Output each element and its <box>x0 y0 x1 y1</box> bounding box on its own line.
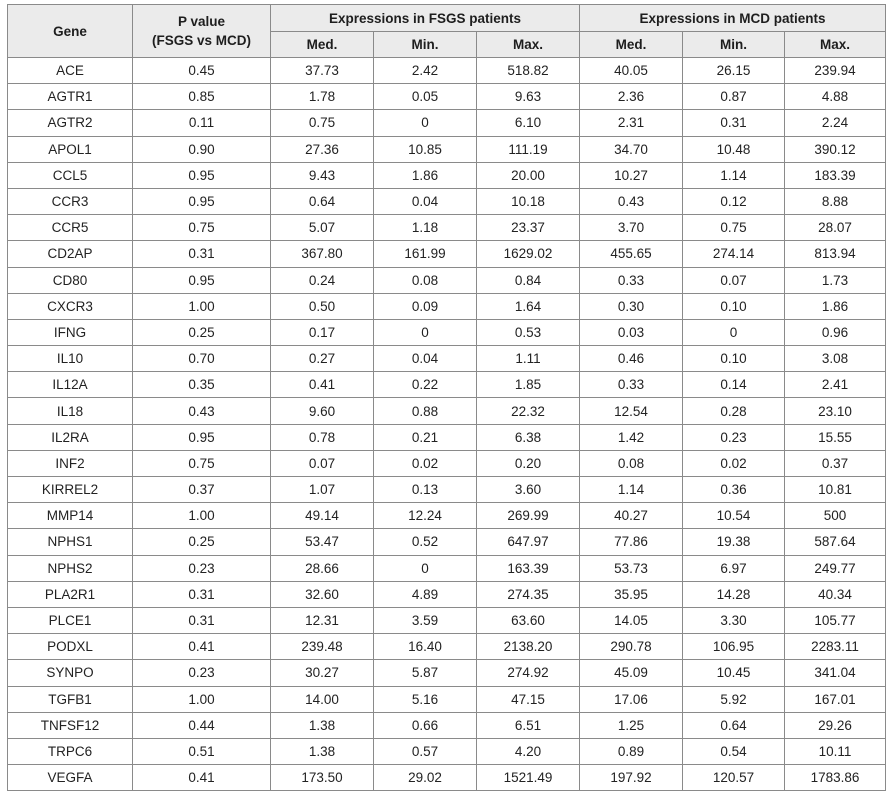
cell-mcd-max: 813.94 <box>785 241 886 267</box>
cell-fsgs-min: 1.86 <box>374 162 477 188</box>
cell-mcd-med: 455.65 <box>580 241 683 267</box>
cell-mcd-min: 14.28 <box>683 581 785 607</box>
cell-mcd-max: 3.08 <box>785 346 886 372</box>
cell-gene: CCR3 <box>8 188 133 214</box>
cell-gene: NPHS1 <box>8 529 133 555</box>
table-header <box>8 5 886 58</box>
table-row <box>8 581 886 607</box>
cell-fsgs-med: 5.07 <box>271 215 374 241</box>
cell-fsgs-med: 12.31 <box>271 607 374 633</box>
cell-fsgs-max: 111.19 <box>477 136 580 162</box>
cell-pvalue: 0.43 <box>133 398 271 424</box>
cell-gene: IL10 <box>8 346 133 372</box>
table-row <box>8 84 886 110</box>
cell-fsgs-min: 0.05 <box>374 84 477 110</box>
table-row <box>8 686 886 712</box>
cell-mcd-max: 10.81 <box>785 477 886 503</box>
table-row <box>8 372 886 398</box>
cell-pvalue: 1.00 <box>133 686 271 712</box>
cell-mcd-max: 341.04 <box>785 660 886 686</box>
cell-fsgs-med: 53.47 <box>271 529 374 555</box>
header-pvalue-line1: P value <box>177 14 226 29</box>
cell-fsgs-max: 1.11 <box>477 346 580 372</box>
cell-fsgs-max: 0.20 <box>477 450 580 476</box>
table-row <box>8 215 886 241</box>
cell-gene: NPHS2 <box>8 555 133 581</box>
cell-mcd-max: 23.10 <box>785 398 886 424</box>
cell-mcd-max: 2283.11 <box>785 634 886 660</box>
cell-mcd-max: 1.86 <box>785 293 886 319</box>
header-fsgs-group: Expressions in FSGS patients <box>271 5 580 32</box>
cell-gene: MMP14 <box>8 503 133 529</box>
cell-gene: IL18 <box>8 398 133 424</box>
cell-mcd-max: 2.24 <box>785 110 886 136</box>
cell-mcd-max: 587.64 <box>785 529 886 555</box>
cell-gene: CXCR3 <box>8 293 133 319</box>
cell-mcd-med: 1.25 <box>580 712 683 738</box>
cell-mcd-med: 0.33 <box>580 267 683 293</box>
cell-fsgs-med: 32.60 <box>271 581 374 607</box>
cell-fsgs-min: 0 <box>374 555 477 581</box>
cell-mcd-med: 12.54 <box>580 398 683 424</box>
cell-fsgs-med: 239.48 <box>271 634 374 660</box>
cell-fsgs-med: 0.24 <box>271 267 374 293</box>
cell-mcd-min: 0.36 <box>683 477 785 503</box>
cell-mcd-med: 17.06 <box>580 686 683 712</box>
table-row <box>8 529 886 555</box>
cell-mcd-med: 1.42 <box>580 424 683 450</box>
cell-fsgs-min: 0.09 <box>374 293 477 319</box>
cell-mcd-min: 0.23 <box>683 424 785 450</box>
cell-mcd-min: 0.10 <box>683 293 785 319</box>
cell-mcd-med: 290.78 <box>580 634 683 660</box>
cell-fsgs-med: 1.38 <box>271 738 374 764</box>
cell-fsgs-max: 0.84 <box>477 267 580 293</box>
cell-fsgs-min: 0.66 <box>374 712 477 738</box>
cell-fsgs-max: 518.82 <box>477 58 580 84</box>
cell-mcd-med: 34.70 <box>580 136 683 162</box>
cell-mcd-med: 2.36 <box>580 84 683 110</box>
cell-mcd-max: 8.88 <box>785 188 886 214</box>
cell-gene: SYNPO <box>8 660 133 686</box>
cell-gene: CCR5 <box>8 215 133 241</box>
cell-pvalue: 0.25 <box>133 529 271 555</box>
header-fsgs-med: Med. <box>271 32 374 58</box>
cell-mcd-med: 45.09 <box>580 660 683 686</box>
cell-mcd-med: 0.46 <box>580 346 683 372</box>
cell-fsgs-max: 1.64 <box>477 293 580 319</box>
cell-mcd-min: 120.57 <box>683 765 785 791</box>
header-fsgs-max: Max. <box>477 32 580 58</box>
cell-fsgs-min: 0.02 <box>374 450 477 476</box>
cell-fsgs-med: 27.36 <box>271 136 374 162</box>
cell-pvalue: 0.95 <box>133 188 271 214</box>
cell-mcd-med: 77.86 <box>580 529 683 555</box>
cell-gene: INF2 <box>8 450 133 476</box>
cell-pvalue: 0.95 <box>133 162 271 188</box>
cell-gene: PODXL <box>8 634 133 660</box>
table-row <box>8 634 886 660</box>
cell-mcd-med: 40.27 <box>580 503 683 529</box>
cell-pvalue: 0.75 <box>133 450 271 476</box>
cell-gene: KIRREL2 <box>8 477 133 503</box>
cell-fsgs-med: 0.41 <box>271 372 374 398</box>
cell-fsgs-med: 0.78 <box>271 424 374 450</box>
cell-mcd-min: 0.87 <box>683 84 785 110</box>
cell-mcd-min: 0.75 <box>683 215 785 241</box>
cell-fsgs-med: 14.00 <box>271 686 374 712</box>
cell-gene: AGTR1 <box>8 84 133 110</box>
cell-fsgs-min: 4.89 <box>374 581 477 607</box>
cell-fsgs-min: 0.88 <box>374 398 477 424</box>
cell-pvalue: 0.25 <box>133 319 271 345</box>
cell-mcd-min: 0.14 <box>683 372 785 398</box>
table-row <box>8 293 886 319</box>
cell-fsgs-min: 0.13 <box>374 477 477 503</box>
header-gene: Gene <box>8 5 133 58</box>
table-row <box>8 136 886 162</box>
cell-fsgs-max: 6.51 <box>477 712 580 738</box>
header-mcd-max: Max. <box>785 32 886 58</box>
cell-fsgs-min: 5.16 <box>374 686 477 712</box>
cell-fsgs-min: 10.85 <box>374 136 477 162</box>
cell-fsgs-med: 28.66 <box>271 555 374 581</box>
cell-mcd-min: 0.12 <box>683 188 785 214</box>
cell-mcd-min: 3.30 <box>683 607 785 633</box>
cell-mcd-max: 40.34 <box>785 581 886 607</box>
table-row <box>8 58 886 84</box>
cell-fsgs-max: 63.60 <box>477 607 580 633</box>
cell-pvalue: 0.23 <box>133 555 271 581</box>
cell-mcd-max: 29.26 <box>785 712 886 738</box>
cell-pvalue: 0.31 <box>133 581 271 607</box>
cell-gene: TNFSF12 <box>8 712 133 738</box>
header-row-groups <box>8 5 886 32</box>
table-container <box>7 4 885 791</box>
cell-fsgs-med: 1.78 <box>271 84 374 110</box>
cell-fsgs-min: 29.02 <box>374 765 477 791</box>
cell-fsgs-min: 0.04 <box>374 346 477 372</box>
cell-mcd-max: 1783.86 <box>785 765 886 791</box>
cell-gene: AGTR2 <box>8 110 133 136</box>
cell-fsgs-med: 367.80 <box>271 241 374 267</box>
cell-fsgs-med: 9.43 <box>271 162 374 188</box>
cell-mcd-med: 0.08 <box>580 450 683 476</box>
table-row <box>8 267 886 293</box>
cell-fsgs-max: 9.63 <box>477 84 580 110</box>
cell-mcd-min: 5.92 <box>683 686 785 712</box>
cell-fsgs-min: 3.59 <box>374 607 477 633</box>
cell-pvalue: 0.75 <box>133 215 271 241</box>
cell-gene: ACE <box>8 58 133 84</box>
table-row <box>8 660 886 686</box>
cell-fsgs-med: 0.64 <box>271 188 374 214</box>
cell-mcd-med: 40.05 <box>580 58 683 84</box>
cell-fsgs-max: 6.38 <box>477 424 580 450</box>
cell-mcd-min: 0.10 <box>683 346 785 372</box>
cell-fsgs-min: 0 <box>374 110 477 136</box>
cell-pvalue: 0.95 <box>133 424 271 450</box>
cell-fsgs-max: 1.85 <box>477 372 580 398</box>
cell-fsgs-min: 0.22 <box>374 372 477 398</box>
table-row <box>8 555 886 581</box>
cell-fsgs-max: 274.92 <box>477 660 580 686</box>
cell-gene: PLCE1 <box>8 607 133 633</box>
cell-fsgs-med: 173.50 <box>271 765 374 791</box>
cell-mcd-min: 6.97 <box>683 555 785 581</box>
cell-pvalue: 0.31 <box>133 607 271 633</box>
cell-gene: IL12A <box>8 372 133 398</box>
cell-fsgs-min: 0 <box>374 319 477 345</box>
table-row <box>8 188 886 214</box>
table-row <box>8 503 886 529</box>
cell-mcd-med: 1.14 <box>580 477 683 503</box>
cell-mcd-min: 0.28 <box>683 398 785 424</box>
cell-mcd-med: 0.30 <box>580 293 683 319</box>
cell-pvalue: 0.35 <box>133 372 271 398</box>
cell-fsgs-med: 49.14 <box>271 503 374 529</box>
cell-pvalue: 0.95 <box>133 267 271 293</box>
cell-fsgs-max: 163.39 <box>477 555 580 581</box>
cell-fsgs-max: 3.60 <box>477 477 580 503</box>
cell-pvalue: 1.00 <box>133 293 271 319</box>
cell-mcd-max: 28.07 <box>785 215 886 241</box>
cell-mcd-med: 10.27 <box>580 162 683 188</box>
cell-mcd-min: 106.95 <box>683 634 785 660</box>
table-row <box>8 765 886 791</box>
cell-fsgs-med: 9.60 <box>271 398 374 424</box>
cell-mcd-min: 0.31 <box>683 110 785 136</box>
cell-mcd-med: 2.31 <box>580 110 683 136</box>
cell-mcd-max: 0.37 <box>785 450 886 476</box>
cell-mcd-max: 167.01 <box>785 686 886 712</box>
cell-mcd-max: 249.77 <box>785 555 886 581</box>
cell-mcd-max: 390.12 <box>785 136 886 162</box>
cell-gene: CD2AP <box>8 241 133 267</box>
cell-pvalue: 1.00 <box>133 503 271 529</box>
cell-pvalue: 0.70 <box>133 346 271 372</box>
table-row <box>8 450 886 476</box>
cell-fsgs-med: 37.73 <box>271 58 374 84</box>
cell-mcd-min: 10.45 <box>683 660 785 686</box>
table-row <box>8 110 886 136</box>
cell-pvalue: 0.31 <box>133 241 271 267</box>
cell-mcd-min: 0.02 <box>683 450 785 476</box>
cell-mcd-med: 35.95 <box>580 581 683 607</box>
cell-pvalue: 0.41 <box>133 765 271 791</box>
cell-mcd-max: 239.94 <box>785 58 886 84</box>
cell-mcd-med: 3.70 <box>580 215 683 241</box>
cell-fsgs-min: 161.99 <box>374 241 477 267</box>
cell-fsgs-min: 1.18 <box>374 215 477 241</box>
cell-gene: APOL1 <box>8 136 133 162</box>
cell-mcd-max: 15.55 <box>785 424 886 450</box>
cell-mcd-min: 19.38 <box>683 529 785 555</box>
table-row <box>8 162 886 188</box>
cell-gene: IL2RA <box>8 424 133 450</box>
cell-pvalue: 0.41 <box>133 634 271 660</box>
cell-mcd-med: 197.92 <box>580 765 683 791</box>
header-pvalue-line2: (FSGS vs MCD) <box>151 33 251 48</box>
table-row <box>8 477 886 503</box>
cell-mcd-min: 0.07 <box>683 267 785 293</box>
cell-gene: IFNG <box>8 319 133 345</box>
cell-mcd-max: 1.73 <box>785 267 886 293</box>
cell-fsgs-max: 23.37 <box>477 215 580 241</box>
cell-mcd-min: 0 <box>683 319 785 345</box>
table-row <box>8 241 886 267</box>
header-fsgs-min: Min. <box>374 32 477 58</box>
header-pvalue <box>133 5 271 58</box>
cell-gene: TRPC6 <box>8 738 133 764</box>
cell-mcd-med: 53.73 <box>580 555 683 581</box>
cell-mcd-med: 0.33 <box>580 372 683 398</box>
cell-gene: VEGFA <box>8 765 133 791</box>
table-row <box>8 346 886 372</box>
cell-gene: CCL5 <box>8 162 133 188</box>
cell-fsgs-min: 12.24 <box>374 503 477 529</box>
cell-pvalue: 0.85 <box>133 84 271 110</box>
cell-fsgs-min: 2.42 <box>374 58 477 84</box>
cell-fsgs-min: 0.52 <box>374 529 477 555</box>
cell-mcd-max: 0.96 <box>785 319 886 345</box>
table-row <box>8 738 886 764</box>
cell-mcd-max: 10.11 <box>785 738 886 764</box>
gene-expression-table <box>7 4 886 791</box>
table-row <box>8 319 886 345</box>
cell-mcd-min: 26.15 <box>683 58 785 84</box>
cell-mcd-min: 1.14 <box>683 162 785 188</box>
header-mcd-min: Min. <box>683 32 785 58</box>
cell-pvalue: 0.51 <box>133 738 271 764</box>
table-row <box>8 398 886 424</box>
cell-fsgs-max: 647.97 <box>477 529 580 555</box>
cell-fsgs-min: 0.08 <box>374 267 477 293</box>
table-body <box>8 58 886 791</box>
header-mcd-group: Expressions in MCD patients <box>580 5 886 32</box>
cell-fsgs-max: 47.15 <box>477 686 580 712</box>
cell-fsgs-med: 1.38 <box>271 712 374 738</box>
cell-fsgs-max: 0.53 <box>477 319 580 345</box>
cell-pvalue: 0.45 <box>133 58 271 84</box>
cell-fsgs-max: 2138.20 <box>477 634 580 660</box>
cell-fsgs-min: 16.40 <box>374 634 477 660</box>
table-row <box>8 424 886 450</box>
header-mcd-med: Med. <box>580 32 683 58</box>
cell-fsgs-med: 0.27 <box>271 346 374 372</box>
cell-fsgs-med: 0.75 <box>271 110 374 136</box>
cell-mcd-med: 0.89 <box>580 738 683 764</box>
cell-pvalue: 0.44 <box>133 712 271 738</box>
cell-fsgs-max: 4.20 <box>477 738 580 764</box>
cell-mcd-max: 183.39 <box>785 162 886 188</box>
cell-fsgs-max: 1521.49 <box>477 765 580 791</box>
cell-gene: CD80 <box>8 267 133 293</box>
cell-fsgs-max: 269.99 <box>477 503 580 529</box>
cell-mcd-min: 0.54 <box>683 738 785 764</box>
cell-mcd-med: 0.43 <box>580 188 683 214</box>
cell-mcd-max: 2.41 <box>785 372 886 398</box>
cell-mcd-min: 10.54 <box>683 503 785 529</box>
cell-fsgs-min: 0.57 <box>374 738 477 764</box>
cell-fsgs-min: 5.87 <box>374 660 477 686</box>
cell-fsgs-med: 0.07 <box>271 450 374 476</box>
cell-mcd-max: 105.77 <box>785 607 886 633</box>
cell-fsgs-med: 0.17 <box>271 319 374 345</box>
cell-mcd-max: 4.88 <box>785 84 886 110</box>
cell-pvalue: 0.11 <box>133 110 271 136</box>
cell-gene: PLA2R1 <box>8 581 133 607</box>
table-row <box>8 712 886 738</box>
cell-fsgs-med: 1.07 <box>271 477 374 503</box>
cell-fsgs-med: 0.50 <box>271 293 374 319</box>
cell-mcd-max: 500 <box>785 503 886 529</box>
cell-mcd-med: 14.05 <box>580 607 683 633</box>
cell-fsgs-min: 0.04 <box>374 188 477 214</box>
cell-mcd-min: 10.48 <box>683 136 785 162</box>
cell-fsgs-max: 1629.02 <box>477 241 580 267</box>
cell-mcd-min: 274.14 <box>683 241 785 267</box>
cell-fsgs-max: 22.32 <box>477 398 580 424</box>
cell-mcd-min: 0.64 <box>683 712 785 738</box>
cell-fsgs-max: 20.00 <box>477 162 580 188</box>
cell-fsgs-min: 0.21 <box>374 424 477 450</box>
cell-pvalue: 0.90 <box>133 136 271 162</box>
cell-fsgs-max: 6.10 <box>477 110 580 136</box>
cell-fsgs-max: 274.35 <box>477 581 580 607</box>
table-row <box>8 607 886 633</box>
cell-fsgs-med: 30.27 <box>271 660 374 686</box>
cell-pvalue: 0.23 <box>133 660 271 686</box>
cell-pvalue: 0.37 <box>133 477 271 503</box>
cell-mcd-med: 0.03 <box>580 319 683 345</box>
cell-gene: TGFB1 <box>8 686 133 712</box>
cell-fsgs-max: 10.18 <box>477 188 580 214</box>
